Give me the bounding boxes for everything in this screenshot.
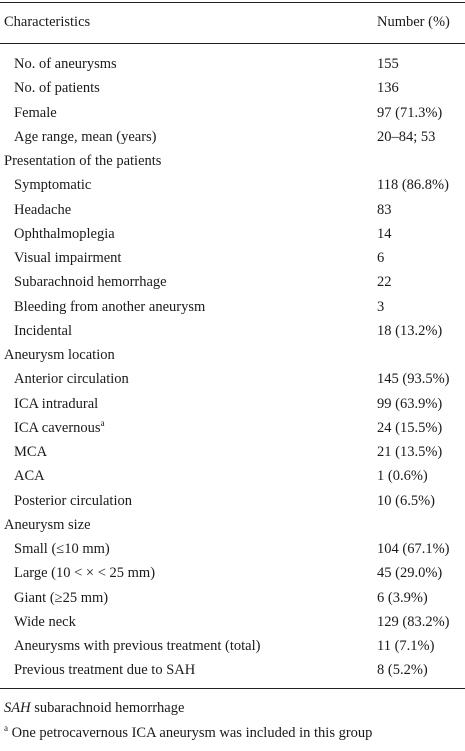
row-label-text: Headache xyxy=(14,201,72,218)
row-label xyxy=(14,634,260,658)
row-value: 21 (13.5%) xyxy=(377,444,443,460)
row-label-text: Ophthalmoplegia xyxy=(14,225,115,242)
footnote-abbreviation xyxy=(4,700,184,717)
row-value: 155 xyxy=(377,56,399,72)
table-row xyxy=(0,125,465,149)
row-label xyxy=(14,537,110,561)
row-label-text: Anterior circulation xyxy=(14,371,129,388)
row-label xyxy=(14,173,91,197)
row-value: 145 (93.5%) xyxy=(377,371,450,388)
row-label xyxy=(14,489,132,513)
table-row xyxy=(0,198,465,222)
row-label-text: Previous treatment due to SAH xyxy=(14,662,196,679)
table-row xyxy=(0,634,465,658)
row-label xyxy=(14,101,57,125)
table-row xyxy=(0,610,465,634)
row-value: 20–84; 53 xyxy=(377,128,436,145)
row-label-text: Wide neck xyxy=(14,613,76,630)
row-label-text: Small (≤10 mm) xyxy=(14,541,110,557)
row-label xyxy=(14,464,45,488)
row-label-text: Bleeding from another aneurysm xyxy=(14,298,206,315)
row-label xyxy=(14,246,121,270)
row-label xyxy=(4,343,115,367)
table-row xyxy=(0,101,465,125)
table-row xyxy=(0,319,465,343)
row-value: 22 xyxy=(377,274,392,291)
header-characteristics: Characteristics xyxy=(4,14,91,30)
row-label-text: ICA intradural xyxy=(14,395,99,412)
table-row xyxy=(0,367,465,391)
row-label xyxy=(14,52,117,76)
table-bottom-rule xyxy=(0,688,465,689)
row-value: 10 (6.5%) xyxy=(377,492,435,509)
row-label xyxy=(14,561,155,585)
table-row xyxy=(0,561,465,585)
row-value: 99 (63.9%) xyxy=(377,395,443,412)
footnote-abbr-term: SAH xyxy=(4,700,31,716)
row-value: 14 xyxy=(377,225,392,242)
table-row xyxy=(0,270,465,294)
footnote-a xyxy=(4,725,372,742)
row-value: 1 (0.6%) xyxy=(377,468,428,485)
row-label-text: Aneurysm location xyxy=(4,347,115,363)
row-label xyxy=(14,610,76,634)
table-row xyxy=(0,440,465,464)
row-value: 83 xyxy=(377,201,392,218)
row-label xyxy=(14,658,195,682)
row-value: 18 (13.2%) xyxy=(377,322,443,339)
row-value: 6 (3.9%) xyxy=(377,589,428,606)
row-label xyxy=(14,295,205,319)
row-value: 24 (15.5%) xyxy=(377,419,443,436)
table-row xyxy=(0,295,465,319)
table-row xyxy=(0,246,465,270)
row-label xyxy=(14,367,129,391)
row-label xyxy=(14,222,115,246)
row-label-text: Female xyxy=(14,104,57,121)
row-label-text: Posterior circulation xyxy=(14,492,132,509)
table-row xyxy=(0,76,465,100)
table-row xyxy=(0,173,465,197)
row-value: 11 (7.1%) xyxy=(377,638,435,654)
table-row xyxy=(0,537,465,561)
row-label xyxy=(14,76,100,100)
row-label-text: ACA xyxy=(14,468,45,485)
table-body xyxy=(0,52,465,683)
row-value: 118 (86.8%) xyxy=(377,177,449,194)
row-label xyxy=(14,125,157,149)
row-value: 3 xyxy=(377,298,385,315)
row-label xyxy=(14,416,105,440)
row-value: 129 (83.2%) xyxy=(377,613,450,630)
footnote-a-text: One petrocavernous ICA aneurysm was included in this group xyxy=(8,725,373,741)
table-row xyxy=(0,586,465,610)
row-label xyxy=(14,440,47,464)
row-label xyxy=(14,270,167,294)
table-row xyxy=(0,658,465,682)
row-label-text: ICA cavernous xyxy=(14,419,101,436)
row-value: 45 (29.0%) xyxy=(377,565,443,582)
row-value: 6 xyxy=(377,250,385,266)
row-label xyxy=(14,392,98,416)
row-label-text: Large (10 < × < 25 mm) xyxy=(14,565,156,582)
row-label-text: Presentation of the patients xyxy=(4,153,162,169)
row-label-text: Aneurysm size xyxy=(4,516,91,533)
table-row xyxy=(0,416,465,440)
row-value: 97 (71.3%) xyxy=(377,104,443,121)
table-section-row xyxy=(0,343,465,367)
row-label xyxy=(4,513,91,537)
row-label-text: Age range, mean (years) xyxy=(14,128,157,145)
row-label-superscript: a xyxy=(100,417,105,428)
row-label-text: Subarachnoid hemorrhage xyxy=(14,274,167,291)
row-label xyxy=(4,149,161,173)
footnote-abbr-text: subarachnoid hemorrhage xyxy=(30,700,185,716)
row-label xyxy=(14,586,108,610)
row-value: 136 xyxy=(377,80,399,97)
table-row xyxy=(0,52,465,76)
row-label-text: Giant (≥25 mm) xyxy=(14,589,109,606)
table-top-rule xyxy=(0,2,465,3)
table-header xyxy=(0,14,465,34)
row-label-text: MCA xyxy=(14,444,48,460)
table-row xyxy=(0,392,465,416)
table-row xyxy=(0,464,465,488)
header-number-percent: Number (%) xyxy=(377,14,450,30)
table-section-row xyxy=(0,149,465,173)
row-label xyxy=(14,198,71,222)
table-section-row xyxy=(0,513,465,537)
row-label-text: Aneurysms with previous treatment (total) xyxy=(14,638,261,654)
row-label-text: No. of patients xyxy=(14,80,100,97)
row-label xyxy=(14,319,72,343)
row-label-text: Visual impairment xyxy=(14,250,122,266)
table-row xyxy=(0,489,465,513)
row-value: 104 (67.1%) xyxy=(377,541,450,557)
row-label-text: Symptomatic xyxy=(14,177,92,194)
row-value: 8 (5.2%) xyxy=(377,662,428,679)
table-row xyxy=(0,222,465,246)
footnote-mark: a xyxy=(4,723,8,734)
row-label-text: Incidental xyxy=(14,322,72,339)
row-label-text: No. of aneurysms xyxy=(14,56,117,72)
table-header-rule xyxy=(0,43,465,44)
